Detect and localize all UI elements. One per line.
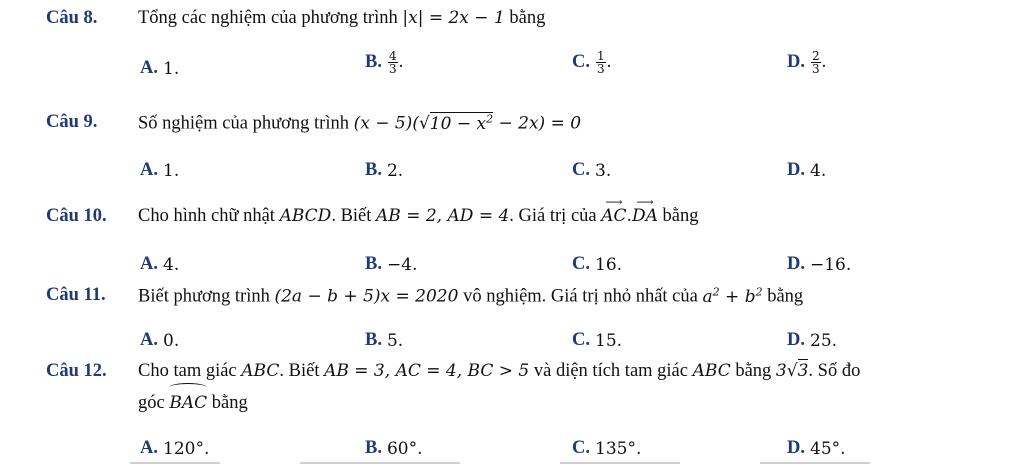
- question-8-option-b[interactable]: [365, 50, 403, 75]
- angle-bac: BAC: [169, 393, 207, 413]
- question-12-line2-after: bằng: [211, 393, 248, 413]
- question-11-text-after: bằng: [767, 286, 804, 307]
- option-value: 1.: [163, 160, 180, 181]
- option-label: D.: [787, 438, 805, 458]
- divider: [560, 462, 680, 464]
- triangle-area: 3√3: [775, 361, 809, 381]
- question-11-option-d[interactable]: [787, 330, 837, 351]
- question-12-line2-before: góc: [138, 393, 165, 413]
- question-9-option-d[interactable]: [787, 160, 826, 181]
- triangle-name: ABC: [692, 361, 731, 381]
- option-label: C.: [572, 160, 590, 180]
- question-10-label: Câu 10.: [46, 206, 107, 226]
- option-label: C.: [572, 330, 590, 350]
- option-suffix: .: [821, 52, 827, 72]
- question-12-label: Câu 12.: [46, 361, 107, 381]
- question-12-text-after: . Số đo: [808, 361, 861, 381]
- question-11-text-mid: vô nghiệm. Giá trị nhỏ nhất của: [463, 286, 698, 307]
- option-label: D.: [787, 52, 805, 72]
- fraction-denominator: 3: [388, 62, 397, 76]
- question-11-text-before: Biết phương trình: [138, 286, 270, 307]
- option-suffix: .: [606, 52, 612, 72]
- option-label: B.: [365, 330, 382, 350]
- fraction-numerator: 1: [597, 49, 605, 63]
- option-fraction: [811, 50, 821, 75]
- option-value: 120°.: [163, 438, 210, 459]
- option-label: D.: [787, 254, 805, 274]
- option-value: 5.: [386, 330, 404, 351]
- question-9-text-before: Số nghiệm của phương trình: [138, 113, 349, 134]
- option-value: 1.: [163, 58, 180, 79]
- question-10-text-after: bằng: [662, 206, 699, 226]
- option-value: 3.: [595, 160, 612, 181]
- question-12-option-c[interactable]: [572, 438, 641, 459]
- rectangle-name: ABCD: [279, 206, 332, 226]
- question-9-option-c[interactable]: [572, 160, 611, 181]
- divider: [760, 462, 870, 464]
- option-label: A.: [140, 160, 158, 180]
- option-value: 4.: [810, 160, 827, 181]
- question-12-text-before: Cho tam giác: [138, 361, 237, 381]
- triangle-name: ABC: [241, 361, 280, 381]
- option-label: D.: [787, 330, 805, 350]
- question-8-text-after: bằng: [509, 8, 546, 28]
- question-12-option-a[interactable]: [140, 438, 209, 459]
- option-label: B.: [365, 438, 382, 458]
- fraction-denominator: 3: [597, 62, 605, 76]
- question-10-text-mid1: . Biết: [331, 206, 372, 226]
- question-11-option-a[interactable]: [140, 330, 179, 351]
- question-12-option-d[interactable]: [787, 438, 846, 459]
- option-label: A.: [140, 330, 158, 350]
- question-11-expression: $a^2 + b^2$: [702, 285, 763, 307]
- vector-dot-product: AC ⟶ .DA ⟶: [601, 195, 658, 226]
- question-11-option-b[interactable]: [365, 330, 403, 351]
- question-12-text-mid1: . Biết: [279, 361, 320, 381]
- question-10-option-c[interactable]: [572, 254, 622, 275]
- option-label: A.: [140, 58, 158, 78]
- option-value: 25.: [810, 330, 838, 351]
- question-10-text-mid2: . Giá trị của: [509, 206, 597, 226]
- question-10-option-a[interactable]: [140, 254, 179, 275]
- option-label: C.: [572, 52, 590, 72]
- fraction-numerator: 2: [812, 49, 820, 63]
- question-11-option-c[interactable]: [572, 330, 622, 351]
- option-value: 2.: [386, 160, 404, 181]
- question-11-text: [138, 285, 803, 308]
- question-10-text: [138, 195, 699, 227]
- option-value: 15.: [595, 330, 623, 351]
- question-10-option-d[interactable]: [787, 254, 851, 275]
- option-suffix: .: [398, 52, 404, 72]
- option-fraction: [388, 50, 398, 75]
- question-12-text-mid3: bằng: [735, 361, 772, 381]
- option-value: 16.: [595, 254, 623, 275]
- option-fraction: [596, 50, 606, 75]
- fraction-numerator: 4: [388, 49, 397, 63]
- option-label: C.: [572, 438, 590, 458]
- option-label: B.: [365, 52, 382, 72]
- question-12-option-b[interactable]: [365, 438, 423, 459]
- question-9-option-b[interactable]: [365, 160, 403, 181]
- option-label: B.: [365, 160, 382, 180]
- question-10-text-before: Cho hình chữ nhật: [138, 206, 275, 226]
- page-bottom-edge: [0, 461, 1024, 465]
- option-label: D.: [787, 160, 805, 180]
- question-12-given: AB = 3, AC = 4, BC > 5: [324, 361, 530, 381]
- question-12-text-mid2: và diện tích tam giác: [533, 361, 688, 381]
- question-9-option-a[interactable]: [140, 160, 179, 181]
- question-8-label: Câu 8.: [46, 8, 98, 28]
- question-11-equation: (2a − b + 5)x = 2020: [274, 286, 459, 307]
- question-9-text: [138, 112, 581, 135]
- option-value: 45°.: [810, 438, 846, 459]
- question-8-option-d[interactable]: [787, 50, 826, 75]
- question-12-text-line2: [138, 393, 248, 414]
- option-value: 4.: [163, 254, 180, 275]
- divider: [130, 462, 220, 464]
- option-value: −4.: [386, 254, 418, 275]
- option-label: A.: [140, 438, 158, 458]
- option-label: C.: [572, 254, 590, 274]
- question-9-label: Câu 9.: [46, 112, 98, 132]
- option-label: B.: [365, 254, 382, 274]
- question-8-option-a[interactable]: [140, 58, 179, 79]
- divider: [300, 462, 460, 464]
- question-8-text-before: Tổng các nghiệm của phương trình: [138, 8, 398, 28]
- option-value: −16.: [810, 254, 852, 275]
- question-8-text: [138, 8, 545, 29]
- question-10-given: AB = 2, AD = 4: [376, 206, 510, 226]
- option-value: 135°.: [595, 438, 642, 459]
- question-12-text: [138, 361, 860, 382]
- option-value: 60°.: [386, 438, 423, 459]
- question-8-equation: |x| = 2x − 1: [402, 8, 505, 28]
- question-9-equation: $(x - 5)(√10 - x^2 - 2x) = 0$: [353, 112, 582, 134]
- fraction-denominator: 3: [812, 62, 820, 76]
- question-11-label: Câu 11.: [46, 285, 106, 305]
- option-label: A.: [140, 254, 158, 274]
- option-value: 0.: [163, 330, 180, 351]
- question-8-option-c[interactable]: [572, 50, 611, 75]
- question-10-option-b[interactable]: [365, 254, 417, 275]
